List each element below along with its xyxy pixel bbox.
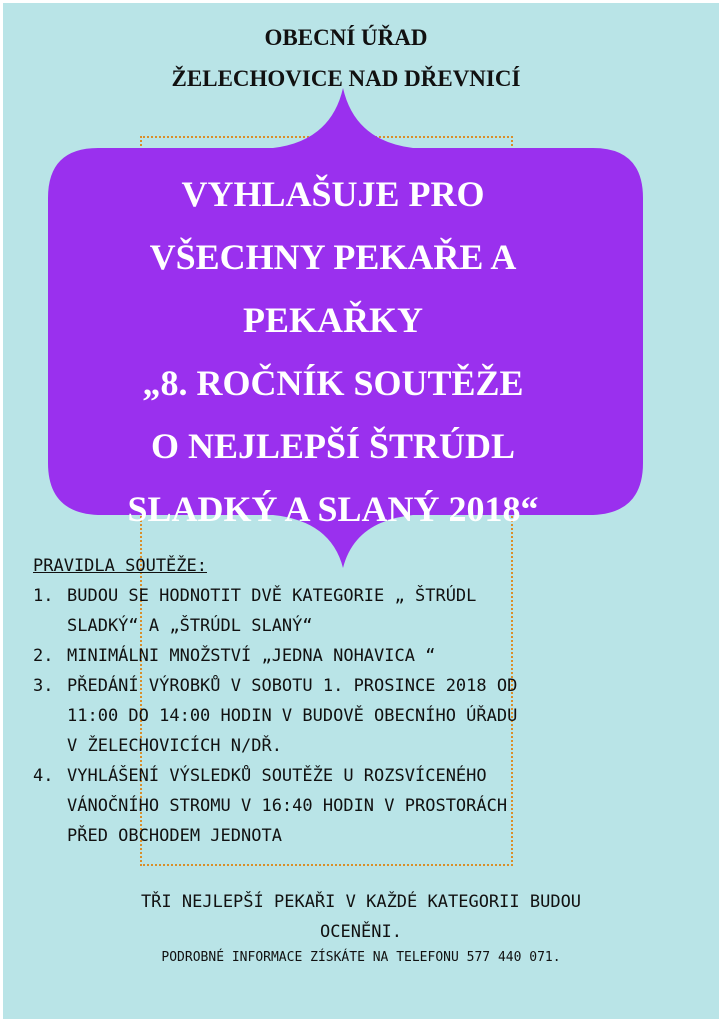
office-name-line1: OBECNÍ ÚŘAD <box>264 25 428 50</box>
rule-line: MINIMÁLNI MNOŽSTVÍ „JEDNA NOHAVICA “ <box>67 646 436 666</box>
rule-number: 3. <box>33 676 54 696</box>
banner-line-6: SLADKÝ A SLANÝ 2018“ <box>127 489 539 529</box>
rule-line: VÁNOČNÍHO STROMU V 16:40 HODIN V PROSTORÁCH <box>67 796 508 816</box>
rule-number: 1. <box>33 586 54 606</box>
rule-line: VYHLÁŠENÍ VÝSLEDKŮ SOUTĚŽE U ROZSVÍCENÉHO <box>67 766 487 786</box>
rule-item <box>33 581 713 641</box>
banner-line-2: VŠECHNY PEKAŘE A <box>149 237 517 277</box>
banner-text <box>48 163 618 541</box>
rules-title: PRAVIDLA SOUTĚŽE: <box>33 556 207 576</box>
closing-line-1: TŘI NEJLEPŠÍ PEKAŘI V KAŽDÉ KATEGORII BUDOU <box>140 892 582 912</box>
rules-section <box>33 551 713 851</box>
closing-note <box>3 887 719 947</box>
rule-line: PŘED OBCHODEM JEDNOTA <box>67 826 282 846</box>
rule-line: V ŽELECHOVICÍCH N/DŘ. <box>67 736 282 756</box>
banner-line-3: PEKAŘKY <box>243 300 423 340</box>
contact-info: PODROBNÉ INFORMACE ZÍSKÁTE NA TELEFONU 577 440 071. <box>161 950 561 965</box>
office-name-line2: ŽELECHOVICE NAD DŘEVNICÍ <box>171 66 521 91</box>
rule-item <box>33 641 713 671</box>
rule-line: BUDOU SE HODNOTIT DVĚ KATEGORIE „ ŠTRÚDL <box>67 586 477 606</box>
rule-item <box>33 671 713 761</box>
rule-line: SLADKÝ“ A „ŠTRÚDL SLANÝ“ <box>67 616 313 636</box>
rule-line: 11:00 DO 14:00 HODIN V BUDOVĚ OBECNÍHO ÚŘADU <box>67 706 518 726</box>
closing-line-2: OCENĚNI. <box>320 922 402 942</box>
rule-line: PŘEDÁNÍ VÝROBKŮ V SOBOTU 1. PROSINCE 2018 OD <box>67 676 518 696</box>
rule-item <box>33 761 713 851</box>
banner-line-1: VYHLAŠUJE PRO <box>181 174 485 214</box>
rule-number: 4. <box>33 766 54 786</box>
poster <box>3 3 719 1019</box>
rules-list <box>33 581 713 851</box>
banner-line-5: O NEJLEPŠÍ ŠTRÚDL <box>150 426 516 466</box>
banner-line-4: „8. ROČNÍK SOUTĚŽE <box>142 363 524 403</box>
rule-number: 2. <box>33 646 54 666</box>
